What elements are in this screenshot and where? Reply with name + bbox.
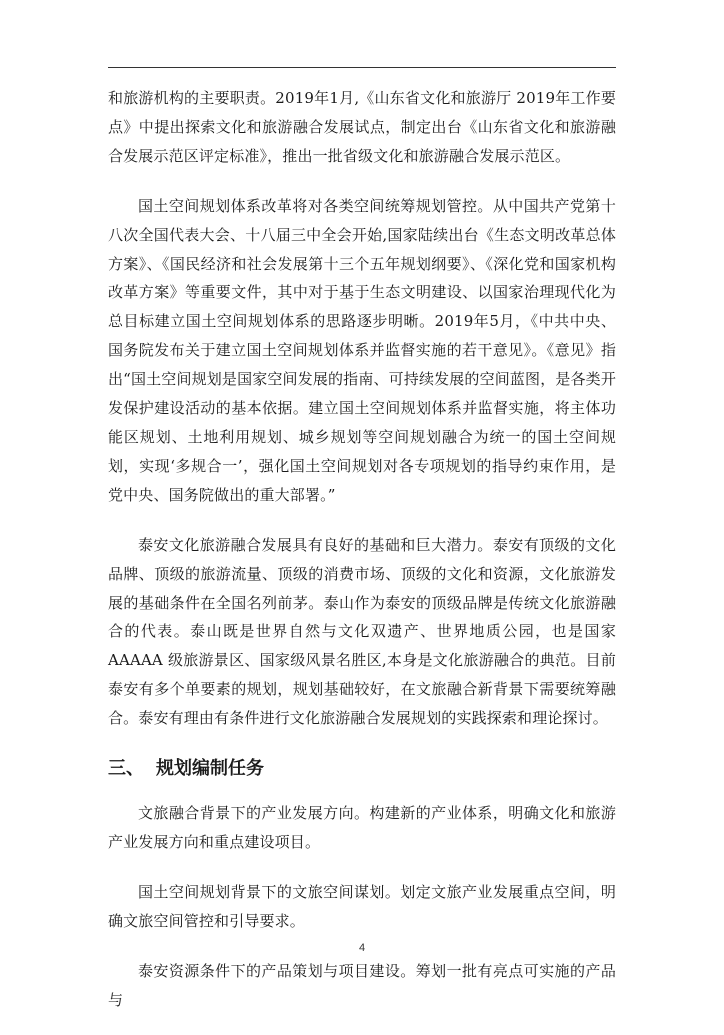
task-industry-direction: 文旅融合背景下的产业发展方向。构建新的产业体系，明确文化和旅游产业发展方向和重点建设项目。 <box>108 804 616 851</box>
header-rule <box>108 67 616 68</box>
paragraph-territorial-planning: 国土空间规划体系改革将对各类空间统筹规划管控。从中国共产党第十八次全国代表大会、十八届三中全会开始,国家陆续出台《生态文明改革总体方案》、《国民经济和社会发展第十三个五年规划纲要》、《深化党和国家机构改革方案》等重要文件，其中对于基于生态文明建设、以国家治理现代化为总目标建立国土空间规划体系的思路逐步明晰。2019年5月，《中共中央、国务院发布关于建立国土空间规划体系并监督实施的若干意见》。《意见》指出“国土空间规划是国家空间发展的指南、可持续发展的空间蓝图，是各类开发保护建设活动的基本依据。建立国土空间规划体系并监督实施，将主体功能区规划、土地利用规划、城乡规划等空间规划融合为统一的国土空间规划，实现‘多规合一’，强化国土空间规划对各专项规划的指导约束作用，是党中央、国务院做出的重大部署。” <box>108 196 616 504</box>
section-heading <box>108 754 616 784</box>
section-number: 三、 <box>108 758 144 780</box>
task-product-projects: 泰安资源条件下的产品策划与项目建设。筹划一批有亮点可实施的产品与 <box>108 961 616 1009</box>
paragraph-institution-duties: 和旅游机构的主要职责。2019年1月,《山东省文化和旅游厅 2019年工作要点》中提出探索文化和旅游融合发展试点，制定出台《山东省文化和旅游融合发展示范区评定标准》，推出一批省级文化和旅游融合发展示范区。 <box>108 89 616 165</box>
section-title: 规划编制任务 <box>156 758 264 780</box>
document-body <box>108 84 616 1035</box>
paragraph-taian-foundation: 泰安文化旅游融合发展具有良好的基础和巨大潜力。泰安有顶级的文化品牌、顶级的旅游流量、顶级的消费市场、顶级的文化和资源，文化旅游发展的基础条件在全国名列前茅。泰山作为泰安的顶级品牌是传统文化旅游融合的代表。泰山既是世界自然与文化双遗产、世界地质公园，也是国家 AAAAA 级旅游景区、国家级风景名胜区,本身是文化旅游融合的典范。目前泰安有多个单要素的规划，规划基础较好，在文旅融合新背景下需要统筹融合。泰安有理由有条件进行文化旅游融合发展规划的实践探索和理论探讨。 <box>108 535 616 728</box>
task-spatial-planning: 国土空间规划背景下的文旅空间谋划。划定文旅产业发展重点空间，明确文旅空间管控和引导要求。 <box>108 882 616 930</box>
page-number: 4 <box>358 942 366 954</box>
